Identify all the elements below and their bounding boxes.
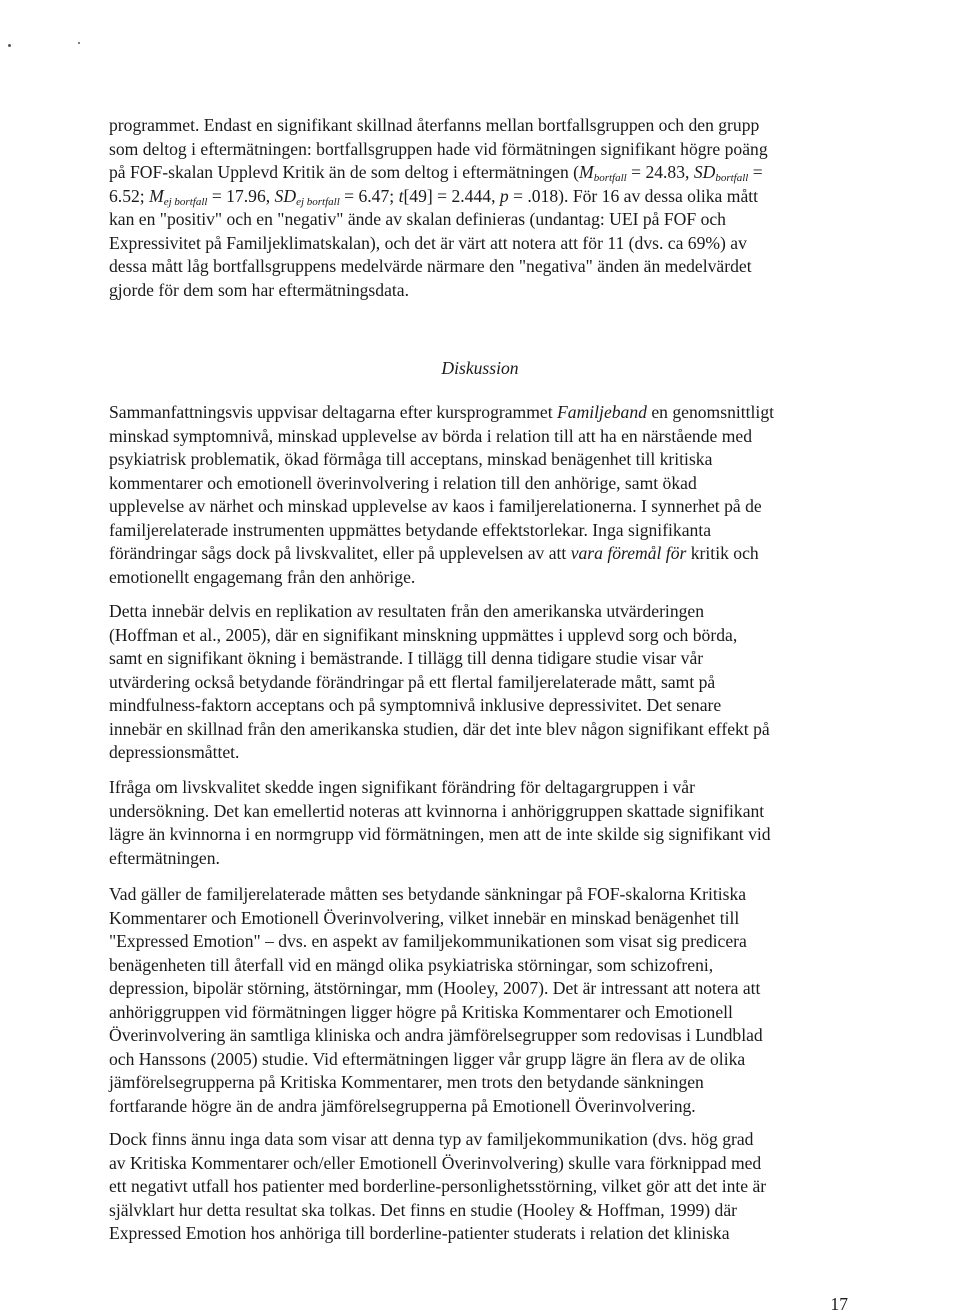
text-line: av Kritiska Kommentarer och/eller Emotionell Överinvolvering) skulle vara förknippad med — [109, 1152, 762, 1173]
text-line: jämförelsegrupperna på Kritiska Kommentarer, men trots den betydande sänkningen — [109, 1072, 704, 1092]
text-line: Dock finns ännu inga data som visar att denna typ av familjekommunikation (dvs. hög grad — [109, 1129, 754, 1149]
text-line: kan en "positiv" och en "negativ" ände av skalan definieras (undantag: UEI på FOF och — [109, 209, 726, 229]
text-line: gjorde för dem som har eftermätningsdata. — [109, 279, 409, 300]
text-line: dessa mått låg bortfallsgruppens medelvärde närmare den "negativa" änden än medelvärdet — [109, 256, 752, 276]
text-line: eftermätningen. — [109, 847, 220, 868]
paragraph-quality-of-life — [109, 776, 845, 870]
text-line: 6.52; $M_{ej bortfall} = 17.96$, $SD_{ej bortfall} = 6.47$; t[49] = 2.444, p = .018). För 16 av dessa olika mått — [109, 185, 759, 208]
text-line: programmet. Endast en signifikant skillnad återfanns mellan bortfallsgruppen och den grupp — [109, 115, 760, 135]
paragraph-replication — [109, 600, 845, 765]
text-line: förändringar sågs dock på livskvalitet, eller på upplevelsen av att vara föremål för kritik och — [109, 543, 759, 563]
section-heading: Diskussion — [441, 358, 519, 378]
text-line: familjerelaterade instrumenten uppmättes betydande effektstorlekar. Inga signifikanta — [109, 519, 712, 540]
text-line: emotionellt engagemang från den anhörige. — [109, 566, 416, 587]
text-line: Vad gäller de familjerelaterade måtten ses betydande sänkningar på FOF-skalorna Kritiska — [109, 884, 747, 904]
text-line: mindfulness-faktorn acceptans och på symptomnivå inklusive depressivitet. Det senare — [109, 695, 722, 715]
text-line: minskad symptomnivå, minskad upplevelse av börda i relation till att ha en närstående med — [109, 425, 752, 446]
scan-speck — [8, 44, 11, 47]
text-line: ett negativt utfall hos patienter med borderline-personlighetsstörning, vilket gör att det inte är — [109, 1176, 767, 1196]
text-line: kommentarer och emotionell överinvolvering i relation till den anhörige, samt ökad — [109, 472, 697, 493]
paragraph-family-measures — [109, 883, 845, 1118]
text-line: Ifråga om livskvalitet skedde ingen signifikant förändring för deltagargruppen i vår — [109, 777, 695, 797]
text-line: depressionsmåttet. — [109, 742, 240, 762]
text-line: samt en signifikant ökning i bemästrande. I tillägg till denna tidigare studie visar vår — [109, 648, 704, 668]
text-line: på FOF-skalan Upplevd Kritik än de som deltog i eftermätningen ($M_{bortfall} = 24.83$, $SD_{bortfall}$ = — [109, 162, 763, 184]
text-line: undersökning. Det kan emellertid noteras att kvinnorna i anhöriggruppen skattade signifikant — [109, 800, 765, 821]
text-line: upplevelse av närhet och minskad upplevelse av kaos i familjerelationerna. I synnerhet på de — [109, 496, 762, 516]
text-line: Detta innebär delvis en replikation av resultaten från den amerikanska utvärderingen — [109, 601, 705, 621]
text-line: fortfarande högre än de andra jämförelsegrupperna på Emotionell Överinvolvering. — [109, 1095, 696, 1116]
text-line: Expressivitet på Familjeklimatskalan), och det är värt att notera att för 11 (dvs. ca 69%) av — [109, 232, 747, 253]
text-line: lägre än kvinnorna i en normgrupp vid förmätningen, men att de inte skilde sig signifikant vid — [109, 824, 771, 844]
text-line: Sammanfattningsvis uppvisar deltagarna efter kursprogrammet Familjeband en genomsnittligt — [109, 402, 775, 422]
text-line: som deltog i eftermätningen: bortfallsgruppen hade vid förmätningen signifikant högre poäng — [109, 138, 768, 159]
text-line: "Expressed Emotion" – dvs. en aspekt av familjekommunikationen som visat sig predicera — [109, 931, 747, 951]
text-line: utvärdering också betydande förändringar på ett flertal familjerelaterade mått, samt på — [109, 671, 716, 692]
page-number: 17 — [830, 1294, 848, 1314]
text-line: anhöriggruppen vid förmätningen ligger högre på Kritiska Kommentarer och Emotionell — [109, 1001, 733, 1022]
text-line: benägenheten till återfall vid en mängd olika psykiatriska störningar, som schizofreni, — [109, 954, 714, 975]
text-line: och Hanssons (2005) studie. Vid eftermätningen ligger vår grupp lägre än flera av de olika — [109, 1048, 746, 1069]
text-line: depression, bipolär störning, ätstörningar, mm (Hooley, 2007). Det är intressant att notera att — [109, 978, 761, 998]
paragraph-borderline — [109, 1128, 845, 1246]
text-line: Överinvolvering än samtliga kliniska och andra jämförelsegrupper som redovisas i Lundblad — [109, 1025, 763, 1045]
paragraph-summary — [109, 401, 845, 589]
text-line: Expressed Emotion hos anhöriga till borderline-patienter studerats i relation det kliniska — [109, 1223, 730, 1243]
scan-speck — [78, 42, 80, 44]
text-line: självklart hur detta resultat ska tolkas. Det finns en studie (Hooley & Hoffman, 1999) där — [109, 1199, 738, 1220]
text-line: (Hoffman et al., 2005), där en signifikant minskning uppmättes i upplevd sorg och börda, — [109, 624, 738, 645]
text-line: psykiatrisk problematik, ökad förmåga till acceptans, minskad benägenhet till kritiska — [109, 449, 713, 469]
text-line: Kommentarer och Emotionell Överinvolvering, vilket innebär en minskad benägenhet till — [109, 907, 740, 928]
paragraph-dropout-analysis — [109, 114, 845, 302]
text-line: innebär en skillnad från den amerikanska studien, där det inte blev någon signifikant effekt på — [109, 718, 770, 739]
